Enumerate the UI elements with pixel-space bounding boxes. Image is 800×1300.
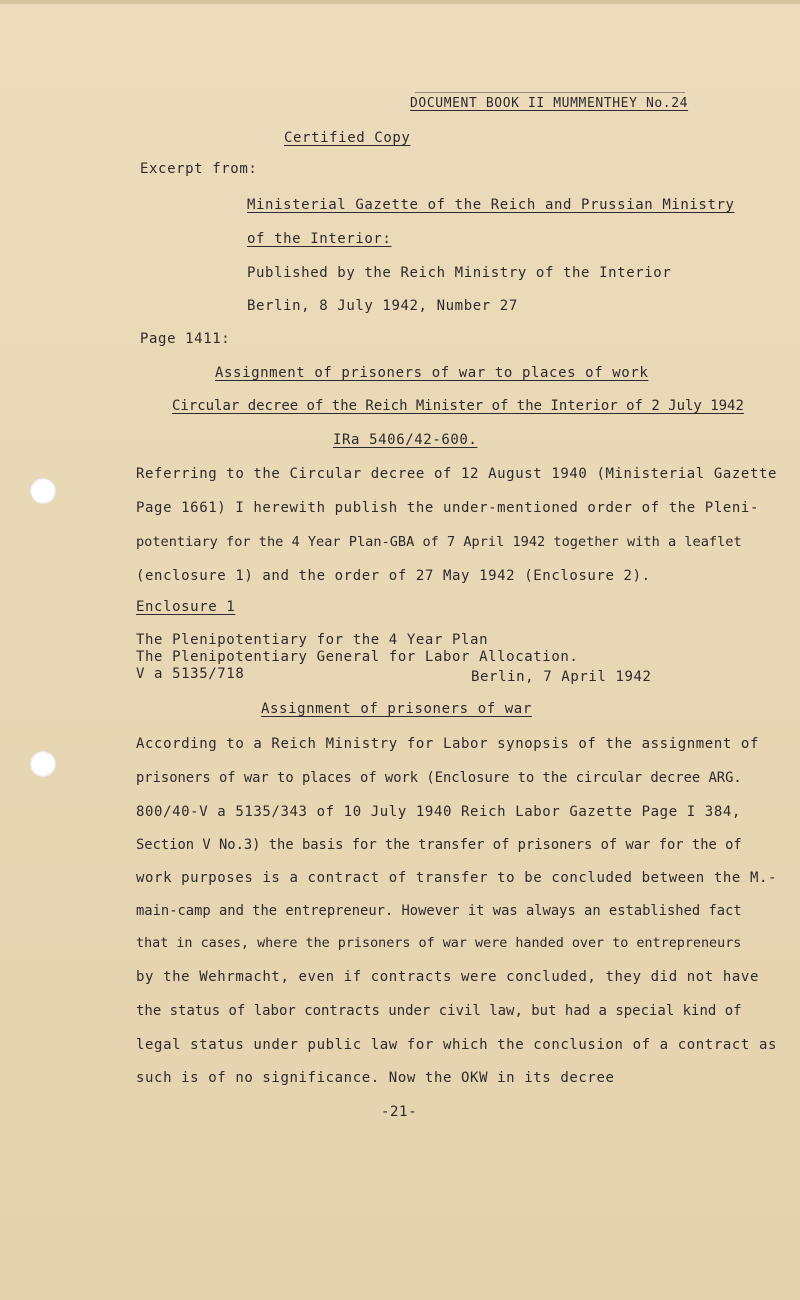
gazette-title-line1: Ministerial Gazette of the Reich and Prussian Ministry	[247, 197, 735, 213]
page-reference: Page 1411:	[140, 331, 231, 347]
certified-copy-heading: Certified Copy	[284, 130, 411, 146]
enclosure-date: Berlin, 7 April 1942	[471, 669, 652, 685]
circular-decree-title: Circular decree of the Reich Minister of the Interior of 2 July 1942	[172, 398, 744, 414]
body-line: such is of no significance. Now the OKW in its decree	[136, 1070, 615, 1086]
page-number: -21-	[381, 1104, 418, 1120]
gazette-title-line2: of the Interior:	[247, 231, 392, 247]
enclosure-title: Assignment of prisoners of war	[261, 701, 532, 717]
body-line: legal status under public law for which the conclusion of a contract as	[136, 1037, 778, 1053]
header-overline	[415, 92, 685, 93]
assignment-title: Assignment of prisoners of war to places of work	[215, 365, 649, 381]
enclosure-sender-line1: The Plenipotentiary for the 4 Year Plan	[136, 632, 489, 648]
decree-reference: IRa 5406/42-600.	[333, 432, 478, 448]
body-line: According to a Reich Ministry for Labor synopsis of the assignment of	[136, 736, 759, 752]
published-by: Published by the Reich Ministry of the Interior	[247, 265, 672, 281]
body-line: work purposes is a contract of transfer to be concluded between the M.-	[136, 870, 778, 886]
body-line: that in cases, where the prisoners of war were handed over to entrepreneurs	[136, 936, 742, 951]
body-line: prisoners of war to places of work (Enclosure to the circular decree ARG.	[136, 770, 742, 786]
body-line: main-camp and the entrepreneur. However it was always an established fact	[136, 903, 742, 919]
enclosure-label: Enclosure 1	[136, 599, 236, 615]
document-book-header: DOCUMENT BOOK II MUMMENTHEY No.24	[410, 96, 689, 111]
punch-hole-top	[30, 478, 56, 504]
enclosure-sender-line2: The Plenipotentiary General for Labor Allocation.	[136, 649, 579, 665]
body-line: the status of labor contracts under civil law, but had a special kind of	[136, 1003, 742, 1019]
intro-line: (enclosure 1) and the order of 27 May 1942 (Enclosure 2).	[136, 568, 651, 584]
publication-place-date: Berlin, 8 July 1942, Number 27	[247, 298, 518, 314]
body-line: Section V No.3) the basis for the transfer of prisoners of war for the of	[136, 837, 742, 853]
excerpt-label: Excerpt from:	[140, 161, 258, 177]
body-line: 800/40-V a 5135/343 of 10 July 1940 Reich Labor Gazette Page I 384,	[136, 804, 741, 820]
intro-line: potentiary for the 4 Year Plan-GBA of 7 April 1942 together with a leaflet	[136, 534, 742, 550]
body-line: by the Wehrmacht, even if contracts were concluded, they did not have	[136, 969, 759, 985]
enclosure-reference: V a 5135/718	[136, 666, 245, 682]
punch-hole-bottom	[30, 751, 56, 777]
intro-line: Referring to the Circular decree of 12 August 1940 (Ministerial Gazette	[136, 466, 778, 482]
intro-line: Page 1661) I herewith publish the under-mentioned order of the Pleni-	[136, 500, 759, 516]
